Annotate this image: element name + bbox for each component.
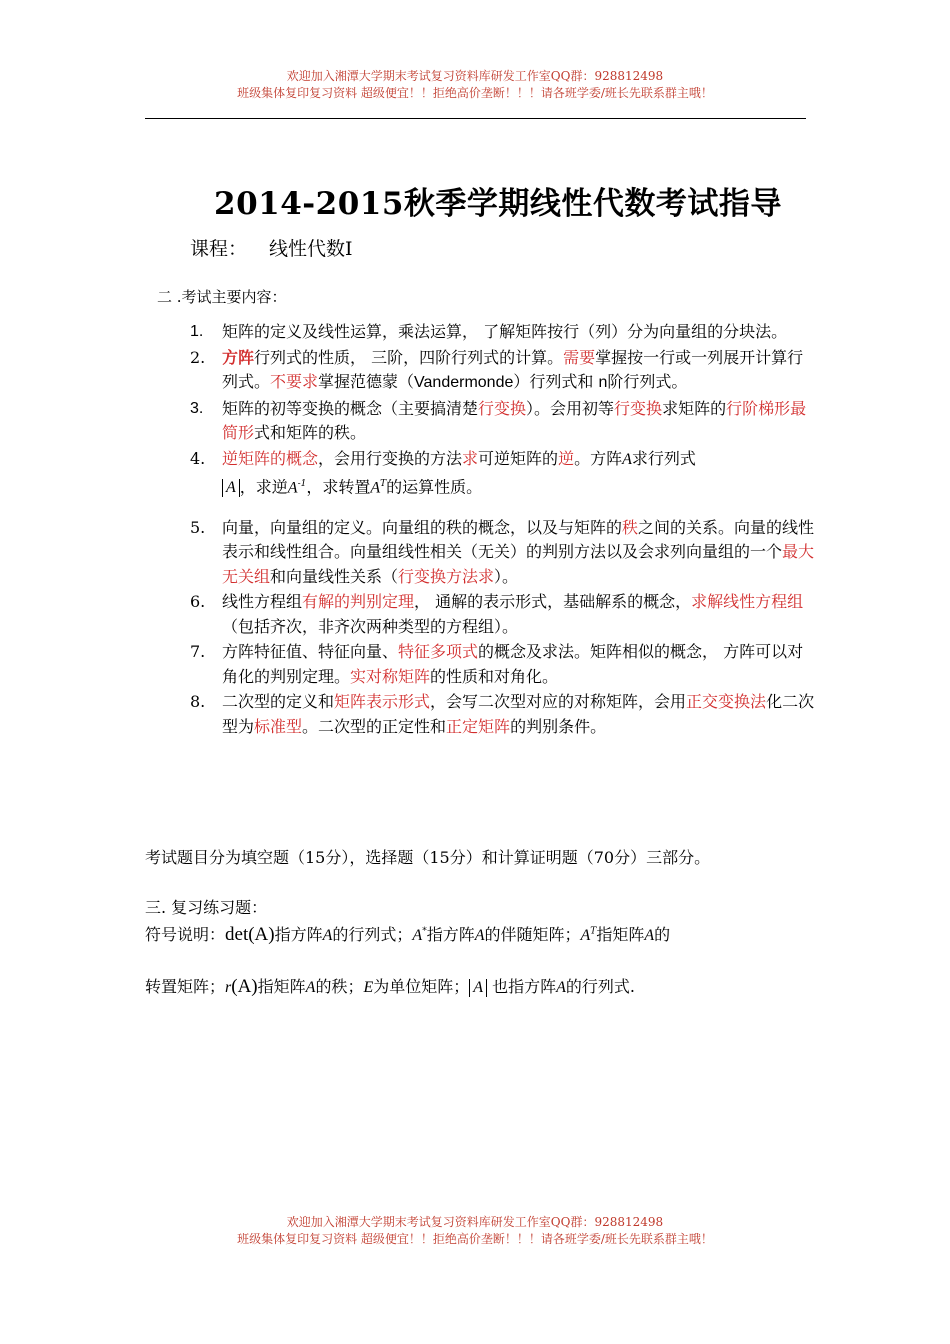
footer-banner-line1: 欢迎加入湘潭大学期末考试复习资料库研发工作室QQ群：928812498 [286, 1215, 664, 1229]
list-item: 8. 二次型的定义和矩阵表示形式，会写二次型对应的对称矩阵，会用正交变换法化二次型为标准型。二次型的正定性和正定矩阵的判别条件。 [190, 692, 815, 736]
det-symbol: det(A) [225, 924, 275, 945]
header-divider [145, 118, 806, 119]
list-item: 2. 方阵行列式的性质， 三阶，四阶行列式的计算。需要掌握按一行或一列展开计算行列式。不要求掌握范德蒙（Vandermonde）行列式和 n阶行列式。 [190, 347, 804, 391]
course-line [190, 234, 353, 261]
list-item: 4. 逆矩阵的概念，会用行变换的方法求可逆矩阵的逆。方阵A求行列式 A ，求逆$A^{-1}$，求转置$A^T$的运算性质。 [190, 448, 696, 497]
list-item: 6. 线性方程组有解的判别定理， 通解的表示形式，基础解系的概念，求解线性方程组（包括齐次，非齐次两种类型的方程组）。 [190, 592, 804, 636]
header-banner-line2: 班级集体复印复习资料 超级便宜！！拒绝高价垄断！！！请各班学委/班长先联系群主哦！ [237, 86, 713, 100]
list-item: 5. 向量，向量组的定义。向量组的秩的概念，以及与矩阵的秩之间的关系。向量的线性表示和线性组合。向量组线性相关（无关）的判别方法以及会求列向量组的一个最大无关组和向量线性关系（行变换方法求）。 [190, 517, 815, 586]
course-value: 线性代数Ⅰ [269, 238, 353, 260]
exam-format-summary: 考试题目分为填空题（15分），选择题（15分）和计算证明题（70分）三部分。 [145, 848, 711, 867]
header-banner [0, 68, 950, 102]
list-item: 3. 矩阵的初等变换的概念（主要搞清楚行变换）。会用初等行变换求矩阵的行阶梯形最简形式和矩阵的秩。 [190, 398, 807, 442]
determinant-symbol: A [222, 479, 240, 497]
determinant-symbol: A [469, 979, 487, 997]
section-3-heading: 三. 复习练习题： [145, 898, 268, 917]
list-item: 1. 矩阵的定义及线性运算，乘法运算， 了解矩阵按行（列）分为向量组的分块法。 [190, 322, 788, 341]
header-banner-line1: 欢迎加入湘潭大学期末考试复习资料库研发工作室QQ群：928812498 [286, 69, 664, 83]
footer-banner-line2: 班级集体复印复习资料 超级便宜！！拒绝高价垄断！！！请各班学委/班长先联系群主哦！ [237, 1232, 713, 1246]
section-2-heading: 二 .考试主要内容： [157, 288, 287, 306]
page-title: 2014-2015秋季学期线性代数考试指导 [214, 186, 782, 222]
exam-content-list [190, 320, 815, 740]
list-item: 7. 方阵特征值、特征向量、特征多项式的概念及求法。矩阵相似的概念， 方阵可以对角化的判别定理。实对称矩阵的性质和对角化。 [190, 642, 804, 686]
course-label: 课程： [190, 238, 248, 260]
symbol-notes-line2: 转置矩阵；r(A)指矩阵A的秩；E为单位矩阵； A 也指方阵A的行列式. [145, 976, 636, 997]
footer-banner [0, 1214, 950, 1248]
symbol-notes-line1: 符号说明：det(A)指方阵A的行列式；A*指方阵A的伴随矩阵；$A^T$指矩阵A的 [145, 924, 671, 945]
